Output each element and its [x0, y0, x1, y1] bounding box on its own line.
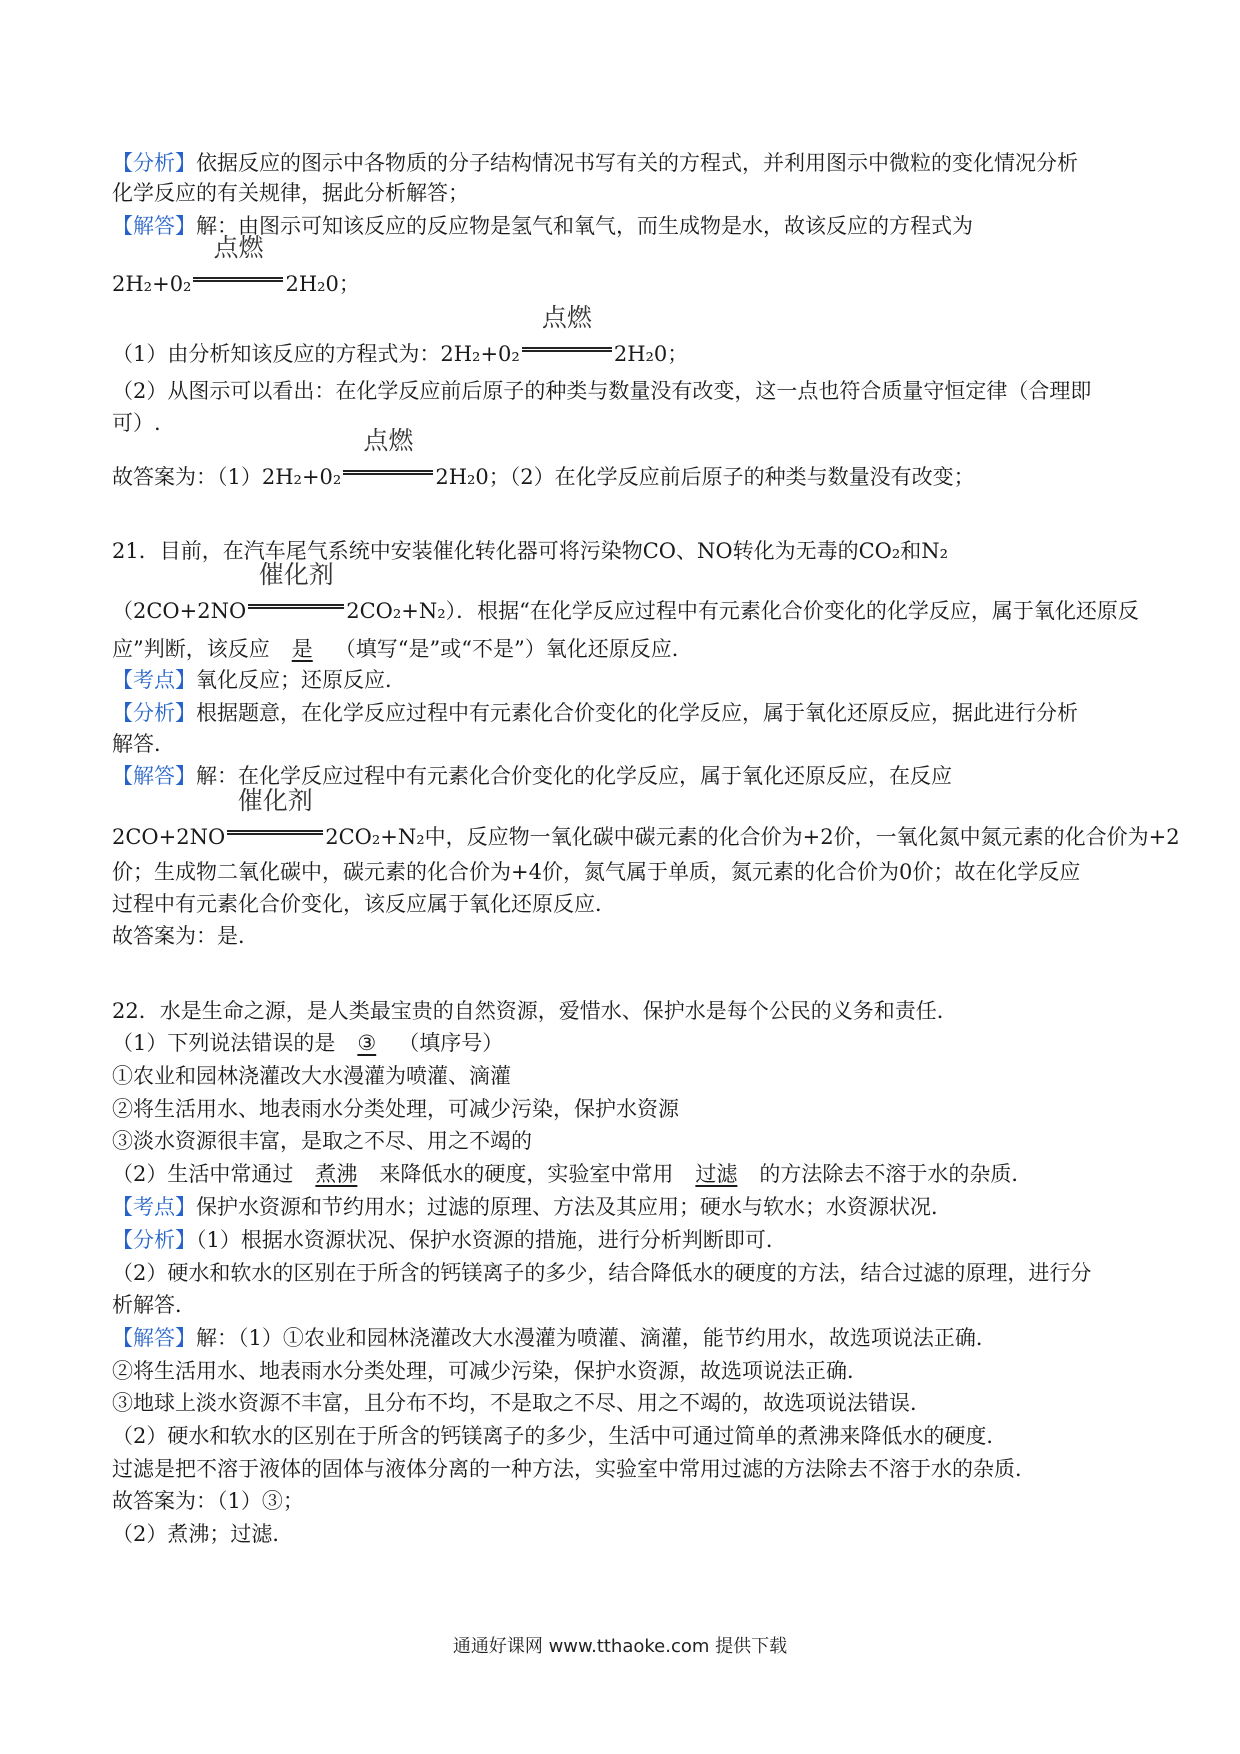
- q22-part1-answer: ③: [357, 1031, 377, 1055]
- analysis-line-2: [112, 180, 1142, 206]
- q22-solution-line: [112, 1325, 1142, 1351]
- analysis-tag-22: 【分析】: [112, 1228, 196, 1252]
- equation-left: 2H₂+0₂: [112, 272, 192, 296]
- catalyst-arrow: [248, 560, 344, 618]
- q22-topic-line: [112, 1194, 1142, 1220]
- analysis-tag: 【分析】: [112, 151, 196, 175]
- q22-answer-line: [112, 1488, 1142, 1514]
- analysis-text-21: 根据题意，在化学反应过程中有元素化合价变化的化学反应，属于氧化还原反应，据此进行分析: [196, 701, 1078, 725]
- solution-text-22-5: 过滤是把不溶于液体的固体与液体分离的一种方法，实验室中常用过滤的方法除去不溶于水的杂质．: [112, 1457, 1036, 1481]
- q22-option-1: [112, 1063, 1142, 1089]
- q21-prompt-end: （填写“是”或“不是”）氧化还原反应．: [334, 637, 693, 661]
- solution-text-21-3: 价；生成物二氧化碳中，碳元素的化合价为+4价，氮气属于单质，氮元素的化合价为0价；故在化学反应: [112, 860, 1081, 884]
- observation-line-1: [112, 378, 1142, 404]
- solution-tag: 【解答】: [112, 214, 196, 238]
- topic-text: 氧化反应；还原反应．: [196, 668, 406, 692]
- answer-text-21: 故答案为：是．: [112, 924, 259, 948]
- q22-option-3-text: ③淡水资源很丰富，是取之不尽、用之不竭的: [112, 1129, 532, 1153]
- analysis-text: 依据反应的图示中各物质的分子结构情况书写有关的方程式，并利用图示中微粒的变化情况分析: [196, 151, 1078, 175]
- q22-analysis-line-3: [112, 1292, 1142, 1318]
- q22-part2-mid: 来降低水的硬度，实验室中常用: [379, 1162, 674, 1186]
- q22-analysis-line: [112, 1227, 1142, 1253]
- solution-tag-21: 【解答】: [112, 764, 196, 788]
- catalyst-label: 催化剂: [258, 560, 334, 589]
- q21-solution-equation: [112, 786, 1180, 850]
- question-21-line-2: [112, 560, 1142, 624]
- q22-solution-line-4: [112, 1423, 1142, 1449]
- q22-solution-line-3: [112, 1390, 1142, 1416]
- q22-solution-line-5: [112, 1456, 1142, 1482]
- answer-20-left: 故答案为：（1）2H₂+0₂: [112, 465, 342, 489]
- q22-part2-answer-1: 煮沸: [315, 1162, 358, 1186]
- q22-option-2: [112, 1096, 1142, 1122]
- answer-line-20: [112, 426, 1142, 490]
- analysis-tag-21: 【分析】: [112, 701, 196, 725]
- q22-solution-line-2: [112, 1358, 1142, 1384]
- q21-answer-blank: 是: [291, 637, 313, 661]
- q22-part1-prompt: （1）下列说法错误的是: [112, 1031, 336, 1055]
- question-21-text: 21．目前，在汽车尾气系统中安装催化转化器可将污染物CO、NO转化为无毒的CO₂和N₂: [112, 539, 949, 563]
- q21-solution-line-4: [112, 891, 1142, 917]
- q22-analysis-line-2: [112, 1260, 1142, 1286]
- q21-topic-line: [112, 667, 1142, 693]
- equation-right: 2H₂0；: [285, 272, 360, 296]
- answer-text-22-2: （2）煮沸；过滤．: [112, 1522, 294, 1546]
- question-22-line-1: [112, 998, 1142, 1024]
- q22-option-2-text: ②将生活用水、地表雨水分类处理，可减少污染，保护水资源: [112, 1097, 679, 1121]
- q22-part2-answer-2: 过滤: [695, 1162, 738, 1186]
- observation-text: （2）从图示可以看出：在化学反应前后原子的种类与数量没有改变，这一点也符合质量守恒定律（合理即: [112, 379, 1092, 403]
- solution-text-21-4: 过程中有元素化合价变化，该反应属于氧化还原反应．: [112, 892, 616, 916]
- reaction-condition-2: 点燃: [541, 303, 592, 332]
- q22-answer-line-2: [112, 1521, 1142, 1547]
- equation-line-1: [112, 233, 1142, 297]
- question-22-part-2: [112, 1161, 1142, 1187]
- q21-eq-left: （2CO+2NO: [112, 599, 247, 623]
- q22-option-1-text: ①农业和园林浇灌改大水漫灌为喷灌、滴灌: [112, 1064, 511, 1088]
- reaction-arrow-3: [343, 426, 433, 484]
- equation-2-right: 2H₂0；: [613, 342, 689, 366]
- solution-text-22-2: ②将生活用水、地表雨水分类处理，可减少污染，保护水资源，故选项说法正确．: [112, 1359, 868, 1383]
- observation-line-2: [112, 410, 1142, 436]
- reaction-arrow-2: [522, 303, 612, 361]
- question-22-part-1: [112, 1030, 1142, 1056]
- q21-analysis-line: [112, 700, 1142, 726]
- page-footer: 通通好课网 www.tthaoke.com 提供下载: [452, 1636, 788, 1657]
- reaction-condition: 点燃: [213, 233, 264, 262]
- q21-solution-line-3: [112, 859, 1142, 885]
- q21-sol-eq-left: 2CO+2NO: [112, 825, 226, 849]
- q21-analysis-line-2: [112, 731, 1142, 757]
- q21-sol-eq-right: 2CO₂+N₂中，反应物一氧化碳中碳元素的化合价为+2价，一氧化氮中氮元素的化合价为+2: [325, 825, 1180, 849]
- topic-text-22: 保护水资源和节约用水；过滤的原理、方法及其应用；硬水与软水；水资源状况．: [196, 1195, 952, 1219]
- analysis-text-22: （1）根据水资源状况、保护水资源的措施，进行分析判断即可．: [196, 1228, 787, 1252]
- catalyst-arrow-2: [227, 786, 323, 844]
- solution-text-22-4: （2）硬水和软水的区别在于所含的钙镁离子的多少，生活中可通过简单的煮沸来降低水的硬度．: [112, 1424, 1008, 1448]
- q21-eq-right: 2CO₂+N₂）．根据“在化学反应过程中有元素化合价变化的化学反应，属于氧化还原反: [346, 599, 1139, 623]
- analysis-text-21-2: 解答．: [112, 732, 175, 756]
- analysis-text-22-3: 析解答．: [112, 1293, 196, 1317]
- solution-text-21: 解：在化学反应过程中有元素化合价变化的化学反应，属于氧化还原反应，在反应: [196, 764, 952, 788]
- answer-20-right: 2H₂0；（2）在化学反应前后原子的种类与数量没有改变；: [435, 465, 975, 489]
- q22-part1-hint: （填序号）: [398, 1031, 504, 1055]
- q22-part2-prompt: （2）生活中常通过: [112, 1162, 294, 1186]
- question-21-line-3: [112, 636, 1142, 662]
- q22-option-3: [112, 1128, 1142, 1154]
- q22-part2-end: 的方法除去不溶于水的杂质．: [759, 1162, 1033, 1186]
- question-22-text: 22．水是生命之源，是人类最宝贵的自然资源，爱惜水、保护水是每个公民的义务和责任．: [112, 999, 958, 1023]
- topic-tag: 【考点】: [112, 668, 196, 692]
- q21-answer-line: [112, 923, 1142, 949]
- equation-line-2: [112, 303, 1142, 367]
- solution-tag-22: 【解答】: [112, 1326, 196, 1350]
- observation-text-2: 可）.: [112, 411, 161, 435]
- reaction-arrow: [193, 233, 283, 291]
- analysis-line-1: [112, 150, 1142, 176]
- topic-tag-22: 【考点】: [112, 1195, 196, 1219]
- catalyst-label-2: 催化剂: [237, 786, 313, 815]
- solution-text-22: 解：（1）①农业和园林浇灌改大水漫灌为喷灌、滴灌，能节约用水，故选项说法正确．: [196, 1326, 997, 1350]
- analysis-text-22-2: （2）硬水和软水的区别在于所含的钙镁离子的多少，结合降低水的硬度的方法，结合过滤的原理，进行分: [112, 1261, 1092, 1285]
- solution-text-22-3: ③地球上淡水资源不丰富，且分布不均，不是取之不尽、用之不竭的，故选项说法错误．: [112, 1391, 931, 1415]
- analysis-text-2: 化学反应的有关规律，据此分析解答；: [112, 181, 469, 205]
- equation-2-left: （1）由分析知该反应的方程式为：2H₂+0₂: [112, 342, 520, 366]
- reaction-condition-3: 点燃: [363, 426, 414, 455]
- answer-text-22: 故答案为：（1）③；: [112, 1489, 304, 1513]
- q21-prompt: 应”判断，该反应: [112, 637, 270, 661]
- solution-text: 解：由图示可知该反应的反应物是氢气和氧气，而生成物是水，故该反应的方程式为: [196, 214, 973, 238]
